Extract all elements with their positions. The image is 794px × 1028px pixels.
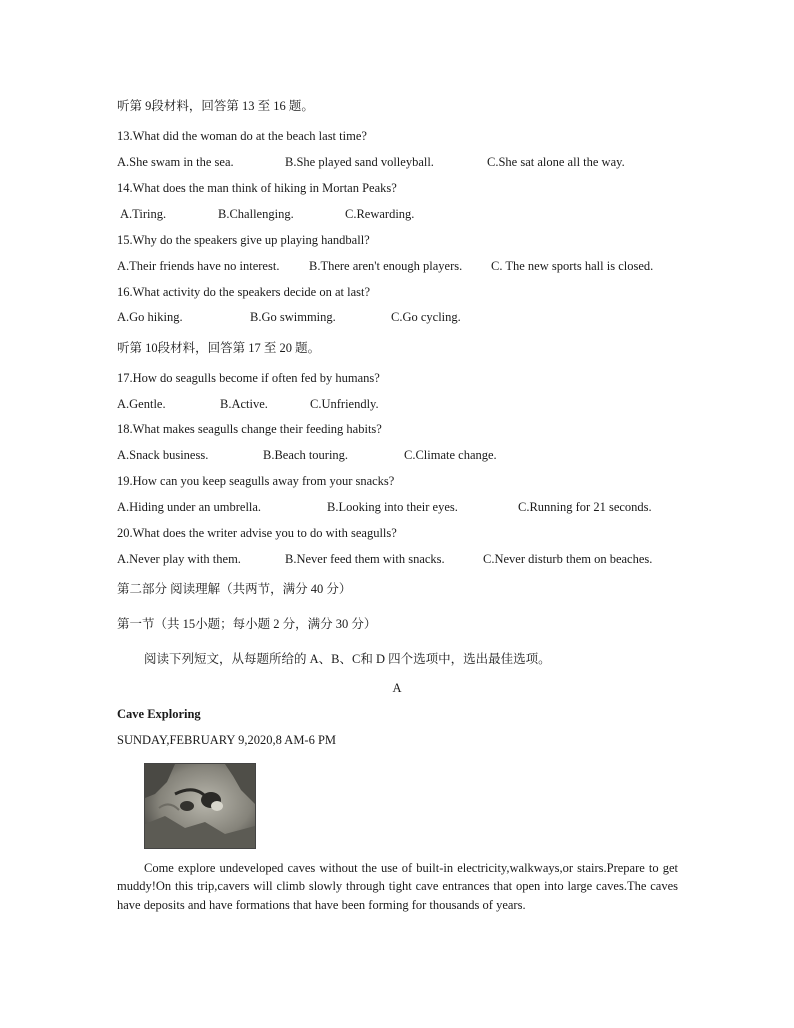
section1-title: 第一节（共 15小题；每小题 2 分，满分 30 分）	[117, 617, 377, 631]
option-c: C.Go cycling.	[391, 310, 461, 324]
section9-heading: 听第 9段材料，回答第 13 至 16 题。	[117, 99, 314, 113]
option-a: A.Tiring.	[120, 207, 167, 221]
option-c: C.Never disturb them on beaches.	[483, 552, 653, 566]
option-b: B.She played sand volleyball.	[285, 155, 434, 169]
option-a: A.Their friends have no interest.	[117, 259, 280, 273]
question-15: 15.Why do the speakers give up playing handball?	[117, 233, 370, 247]
option-c: C.She sat alone all the way.	[487, 155, 625, 169]
question-19: 19.How can you keep seagulls away from your snacks?	[117, 474, 395, 488]
part2-title: 第二部分 阅读理解（共两节，满分 40 分）	[117, 582, 352, 596]
question-20: 20.What does the writer advise you to do with seagulls?	[117, 526, 397, 540]
question-17: 17.How do seagulls become if often fed by humans?	[117, 371, 380, 385]
option-b: B.Beach touring.	[263, 448, 349, 462]
instruction: 阅读下列短文，从每题所给的 A、B、C和 D 四个选项中，选出最佳选项。	[144, 652, 551, 666]
option-a: A.She swam in the sea.	[117, 155, 234, 169]
passage-title: Cave Exploring	[117, 707, 201, 721]
option-c: C.Unfriendly.	[310, 397, 379, 411]
option-c: C. The new sports hall is closed.	[491, 259, 654, 273]
option-a: A.Go hiking.	[117, 310, 183, 324]
cave-photo	[144, 763, 256, 849]
section10-heading: 听第 10段材料，回答第 17 至 20 题。	[117, 341, 321, 355]
question-14: 14.What does the man think of hiking in Mortan Peaks?	[117, 181, 397, 195]
option-b: B.Active.	[220, 397, 268, 411]
option-b: B.Go swimming.	[250, 310, 336, 324]
event-date: SUNDAY,FEBRUARY 9,2020,8 AM-6 PM	[117, 733, 337, 747]
passage-letter: A	[392, 681, 402, 695]
option-c: C.Rewarding.	[345, 207, 415, 221]
option-a: A.Gentle.	[117, 397, 166, 411]
question-16: 16.What activity do the speakers decide on at last?	[117, 285, 371, 299]
question-18: 18.What makes seagulls change their feeding habits?	[117, 422, 382, 436]
option-b: B.Never feed them with snacks.	[285, 552, 445, 566]
option-b: B.There aren't enough players.	[309, 259, 463, 273]
option-b: B.Looking into their eyes.	[327, 500, 458, 514]
option-c: C.Climate change.	[404, 448, 497, 462]
option-a: A.Hiding under an umbrella.	[117, 500, 262, 514]
option-c: C.Running for 21 seconds.	[518, 500, 652, 514]
option-a: A.Snack business.	[117, 448, 209, 462]
question-13: 13.What did the woman do at the beach last time?	[117, 129, 367, 143]
option-a: A.Never play with them.	[117, 552, 241, 566]
option-b: B.Challenging.	[218, 207, 294, 221]
passage-paragraph: Come explore undeveloped caves without the use of built-in electricity,walkways,or stairs.Prepare to get muddy!On this trip,cavers will climb slowly through tight cave entrances that open into large caves.The caves have deposits and have formations that have been forming for thousands of years.	[117, 861, 678, 912]
